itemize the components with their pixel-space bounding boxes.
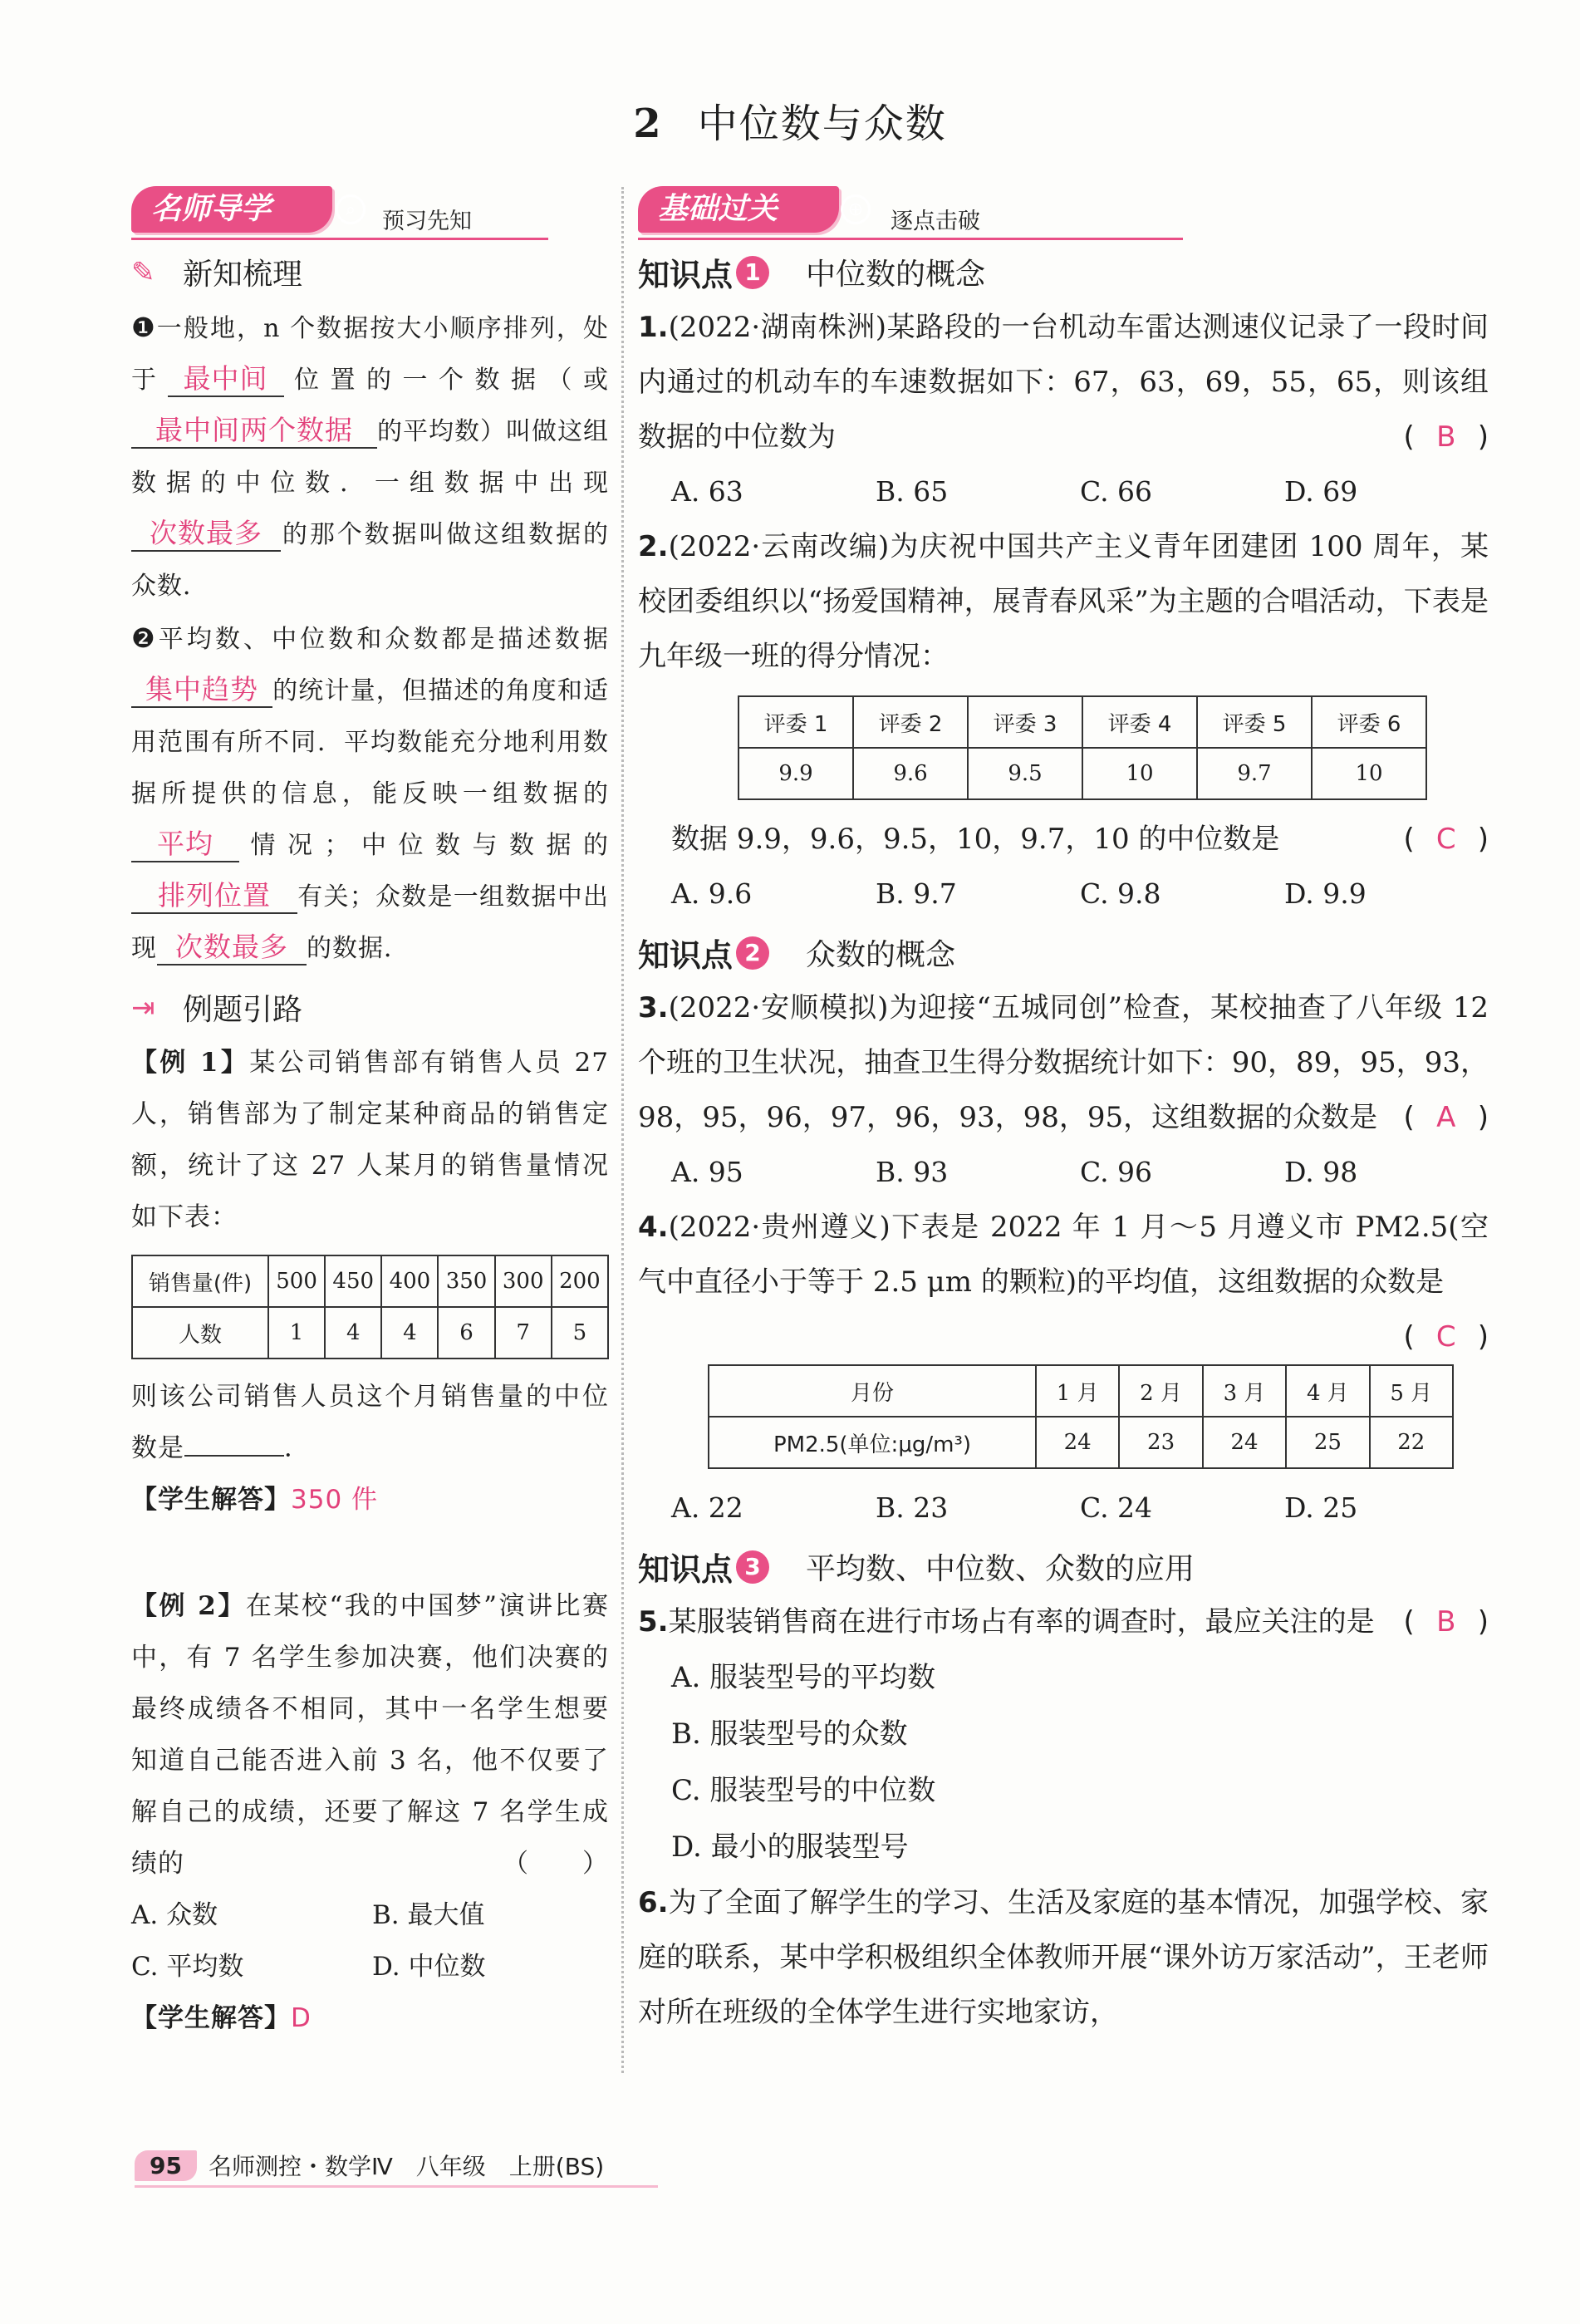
page-number: 95 [135, 2150, 197, 2181]
left-column [131, 184, 609, 2044]
fill-blank: 排列位置 [131, 879, 297, 914]
table-row [709, 1417, 1453, 1468]
question-5 [638, 1594, 1489, 1649]
option[interactable]: C. 24 [1080, 1491, 1153, 1524]
table-header: 4 月 [1286, 1365, 1369, 1417]
question-text: (2022·云南改编)为庆祝中国共产主义青年团建团 100 周年，某校团委组织以“扬爱国精神，展青春风采”为主题的合唱活动，下表是九年级一班的得分情况： [638, 530, 1489, 673]
example-1 [131, 1037, 609, 1243]
question-6 [638, 1875, 1489, 2040]
option[interactable]: D. 25 [1284, 1491, 1358, 1524]
question-1 [638, 300, 1489, 464]
text: 的那个数据叫做这组数据的众数． [131, 520, 609, 601]
table-header: 销售量(件) [132, 1255, 268, 1307]
question-text: (2022·贵州遵义)下表是 2022 年 1 月～5 月遵义市 PM2.5(空气中直径小于等于 2.5 μm 的颗粒)的平均值，这组数据的众数是 [638, 1211, 1489, 1299]
answer-paren: ( C ) [1403, 1309, 1489, 1364]
option[interactable]: B. 23 [876, 1491, 949, 1524]
table-cell: 9.7 [1197, 748, 1312, 799]
table-cell: 7 [495, 1307, 552, 1359]
kp-title: 众数的概念 [806, 938, 956, 972]
subhead-text: 新知梳理 [183, 258, 303, 292]
question-number: 5. [638, 1605, 669, 1639]
answer-paren: ( A ) [1403, 1090, 1489, 1145]
option[interactable]: B. 最大值 [372, 1900, 485, 1930]
subhead-text: 例题引路 [183, 993, 303, 1027]
table-cell: 300 [495, 1255, 552, 1307]
text: 的统计量，但描述的角度和适用范围有所不同．平均数能充分地利用数据所提供的信息，能反映一组数据的 [131, 676, 609, 808]
kp-title: 中位数的概念 [806, 258, 986, 292]
answer-paren: ( B ) [1403, 1594, 1489, 1649]
text: 的平均数）叫做这组数据的中位数．一组数据中出现 [131, 417, 609, 498]
fill-blank: 最中间 [168, 362, 284, 397]
answer: C [1435, 1320, 1456, 1354]
example-text: 在某校“我的中国梦”演讲比赛中，有 7 名学生参加决赛，他们决赛的最终成绩各不相同，其中一名学生想要知道自己能否进入前 3 名，他不仅要了解自己的成绩，还要了解这 7 名学生成绩的 [131, 1591, 609, 1879]
footer-line [135, 2185, 658, 2188]
question-text: 数据 9.9，9.6，9.5，10，9.7，10 的中位数是 [671, 823, 1280, 856]
banner-underline [638, 238, 1183, 240]
example-label: 【例 1】 [131, 1048, 250, 1078]
answer: B [1436, 1605, 1456, 1639]
column-divider [621, 187, 624, 2073]
text: 平均数、中位数和众数都是描述数据 [158, 625, 610, 654]
section-number: 2 [633, 101, 663, 147]
table-cell: 350 [438, 1255, 494, 1307]
example-1-question [131, 1371, 609, 1474]
table-cell: 25 [1286, 1417, 1369, 1468]
banner-underline [131, 238, 548, 240]
banner-basic [638, 184, 1489, 241]
table-header: 3 月 [1203, 1365, 1286, 1417]
question-4-options [638, 1481, 1489, 1535]
fill-blank: 最中间两个数据 [131, 414, 377, 449]
table-cell: 9.6 [853, 748, 968, 799]
question-text: 某服装销售商在进行市场占有率的调查时，最应关注的是 [668, 1605, 1375, 1639]
table-row [738, 696, 1426, 748]
kp-label: 知识点 [638, 257, 734, 293]
table-cell: 23 [1119, 1417, 1202, 1468]
option[interactable]: D. 中位数 [372, 1952, 486, 1982]
subhead-examples [131, 986, 609, 1029]
question-2-options [638, 867, 1489, 921]
table-cell: 400 [381, 1255, 438, 1307]
knowledge-paragraph-2 [131, 612, 609, 975]
table-header: 评委 5 [1197, 696, 1312, 748]
banner-teacher-guide [131, 184, 609, 241]
question-4 [638, 1200, 1489, 1354]
table-row [738, 748, 1426, 799]
question-text: (2022·安顺模拟)为迎接“五城同创”检查，某校抽查了八年级 12 个班的卫生状况，抽查卫生得分数据统计如下：90，89，95，93，98，95，96，97，96，93，98，95，这组数据的众数是 [638, 991, 1489, 1134]
pm25-table [708, 1364, 1454, 1469]
sales-table [131, 1255, 609, 1359]
table-row [132, 1255, 608, 1307]
knowledge-point-2 [638, 930, 1489, 975]
option[interactable]: A. 众数 [131, 1900, 218, 1930]
example-2 [131, 1580, 609, 1889]
solution-label: 【学生解答】 [131, 1485, 291, 1515]
fill-blank: 次数最多 [157, 931, 307, 965]
solution-answer: D [291, 2003, 312, 2033]
question-number: 4. [638, 1211, 669, 1244]
table-cell: 5 [552, 1307, 608, 1359]
footer-text: 名师测控・数学Ⅳ 八年级 上册(BS) [208, 2153, 605, 2180]
page-title [0, 91, 1580, 149]
fill-blank: 平均 [131, 828, 239, 862]
example-label: 【例 2】 [131, 1591, 246, 1621]
question-3 [638, 980, 1489, 1145]
kp-number: 2 [736, 936, 769, 970]
table-row [132, 1307, 608, 1359]
table-header: 评委 4 [1082, 696, 1197, 748]
table-cell: 4 [325, 1307, 381, 1359]
question-2-stem [638, 812, 1489, 867]
table-header: 评委 3 [968, 696, 1082, 748]
table-header: 评委 1 [738, 696, 853, 748]
page-footer [135, 2149, 604, 2182]
option[interactable]: D. 98 [1284, 1156, 1358, 1188]
banner-tag: 名师导学 [131, 186, 332, 233]
example-2-options [131, 1889, 609, 1992]
table-cell: 6 [438, 1307, 494, 1359]
table-header: PM2.5(单位:μg/m³) [709, 1417, 1036, 1468]
right-column [638, 184, 1489, 2040]
fill-blank: 次数最多 [131, 517, 281, 552]
question-number: 3. [638, 991, 669, 1024]
banner-subtitle: 逐点击破 [891, 209, 980, 234]
table-header: 人数 [132, 1307, 268, 1359]
option[interactable]: C. 服装型号的中位数 [671, 1774, 936, 1807]
example-text: 某公司销售部有销售人员 27 人，销售部为了制定某种商品的销售定额，统计了这 27 人某月的销售量情况如下表： [131, 1048, 609, 1232]
option[interactable]: B. 65 [876, 475, 949, 508]
signpost-icon: ⇥ [131, 990, 155, 1024]
text: 情况；中位数与数据的 [239, 831, 609, 860]
option[interactable]: C. 9.8 [1080, 877, 1161, 910]
answer-paren: （ ） [503, 1849, 609, 1879]
table-cell: 9.9 [738, 748, 853, 799]
question-number: 2. [638, 530, 669, 563]
knowledge-point-1 [638, 249, 1489, 295]
question-2 [638, 519, 1489, 684]
question-3-options [638, 1145, 1489, 1200]
text: 位置的一个数据（或 [283, 366, 609, 395]
subhead-new-knowledge [131, 251, 609, 293]
option[interactable]: A. 95 [671, 1156, 743, 1188]
text: ． [284, 1433, 311, 1463]
kp-number: 1 [736, 256, 769, 289]
table-cell: 22 [1370, 1417, 1453, 1468]
question-number: 6. [638, 1886, 669, 1919]
text: 有关；众数是一组数据中出现 [131, 882, 609, 963]
example-1-solution [131, 1474, 609, 1526]
option[interactable]: B. 9.7 [876, 877, 957, 910]
option[interactable]: B. 93 [876, 1156, 949, 1188]
option[interactable]: A. 63 [671, 475, 743, 508]
question-text: 则该公司销售人员这个月销售量的中位数是 [131, 1382, 609, 1463]
answer: C [1435, 823, 1456, 856]
table-cell: 450 [325, 1255, 381, 1307]
circled-number-2: ❷ [131, 622, 159, 654]
question-number: 1. [638, 311, 669, 344]
option[interactable]: C. 96 [1080, 1156, 1153, 1188]
pencil-icon: ✎ [131, 255, 155, 289]
table-header: 2 月 [1119, 1365, 1202, 1417]
table-cell: 4 [381, 1307, 438, 1359]
table-row [709, 1365, 1453, 1417]
option[interactable]: A. 服装型号的平均数 [671, 1661, 936, 1694]
question-text: 为了全面了解学生的学习、生活及家庭的基本情况，加强学校、家庭的联系，某中学积极组织全体教师开展“课外访万家活动”，王老师对所在班级的全体学生进行实地家访， [638, 1886, 1489, 2029]
answer: A [1436, 1101, 1456, 1134]
table-cell: 10 [1312, 748, 1426, 799]
table-cell: 24 [1203, 1417, 1286, 1468]
option[interactable]: A. 22 [671, 1491, 743, 1524]
search-icon: ⌕ [336, 194, 366, 224]
kp-title: 平均数、中位数、众数的应用 [806, 1552, 1195, 1586]
table-header: 5 月 [1370, 1365, 1453, 1417]
example-2-solution [131, 1992, 609, 2044]
option[interactable]: A. 9.6 [671, 877, 753, 910]
table-header: 评委 6 [1312, 696, 1426, 748]
option[interactable]: D. 69 [1284, 475, 1358, 508]
table-cell: 500 [268, 1255, 325, 1307]
kp-label: 知识点 [638, 1551, 734, 1588]
answer: B [1436, 420, 1456, 454]
table-header: 评委 2 [853, 696, 968, 748]
section-title: 中位数与众数 [697, 101, 947, 147]
table-cell: 10 [1082, 748, 1197, 799]
judges-table [738, 695, 1427, 800]
kp-number: 3 [736, 1550, 769, 1584]
question-1-options [638, 464, 1489, 519]
text: 的数据． [307, 934, 410, 963]
option[interactable]: C. 66 [1080, 475, 1153, 508]
option[interactable]: D. 最小的服装型号 [671, 1830, 909, 1864]
table-header: 1 月 [1036, 1365, 1119, 1417]
solution-label: 【学生解答】 [131, 2003, 291, 2033]
banner-tag: 基础过关 [638, 186, 839, 233]
table-cell: 9.5 [968, 748, 1082, 799]
table-cell: 24 [1036, 1417, 1119, 1468]
solution-answer: 350 件 [291, 1485, 379, 1515]
circled-number-1: ❶ [131, 312, 157, 343]
target-icon: ⊕ [841, 194, 871, 224]
fill-blank: 集中趋势 [131, 673, 272, 708]
question-text: (2022·湖南株洲)某路段的一台机动车雷达测速仪记录了一段时间内通过的机动车的车速数据如下：67，63，69，55，65，则该组数据的中位数为 [638, 311, 1489, 454]
answer-paren: ( B ) [1403, 410, 1489, 464]
banner-subtitle: 预习先知 [382, 209, 472, 234]
table-cell: 200 [552, 1255, 608, 1307]
kp-label: 知识点 [638, 937, 734, 974]
option[interactable]: C. 平均数 [131, 1952, 244, 1982]
knowledge-point-3 [638, 1544, 1489, 1589]
text: 一般地，n 个数据按大小顺序排列，处于 [131, 314, 610, 395]
question-5-options [638, 1649, 1489, 1875]
table-header: 月份 [709, 1365, 1036, 1417]
answer-paren: ( C ) [1403, 812, 1489, 867]
option[interactable]: B. 服装型号的众数 [671, 1717, 908, 1751]
option[interactable]: D. 9.9 [1284, 877, 1367, 910]
table-cell: 1 [268, 1307, 325, 1359]
knowledge-paragraph-1 [131, 302, 609, 612]
answer-blank[interactable] [184, 1455, 284, 1457]
